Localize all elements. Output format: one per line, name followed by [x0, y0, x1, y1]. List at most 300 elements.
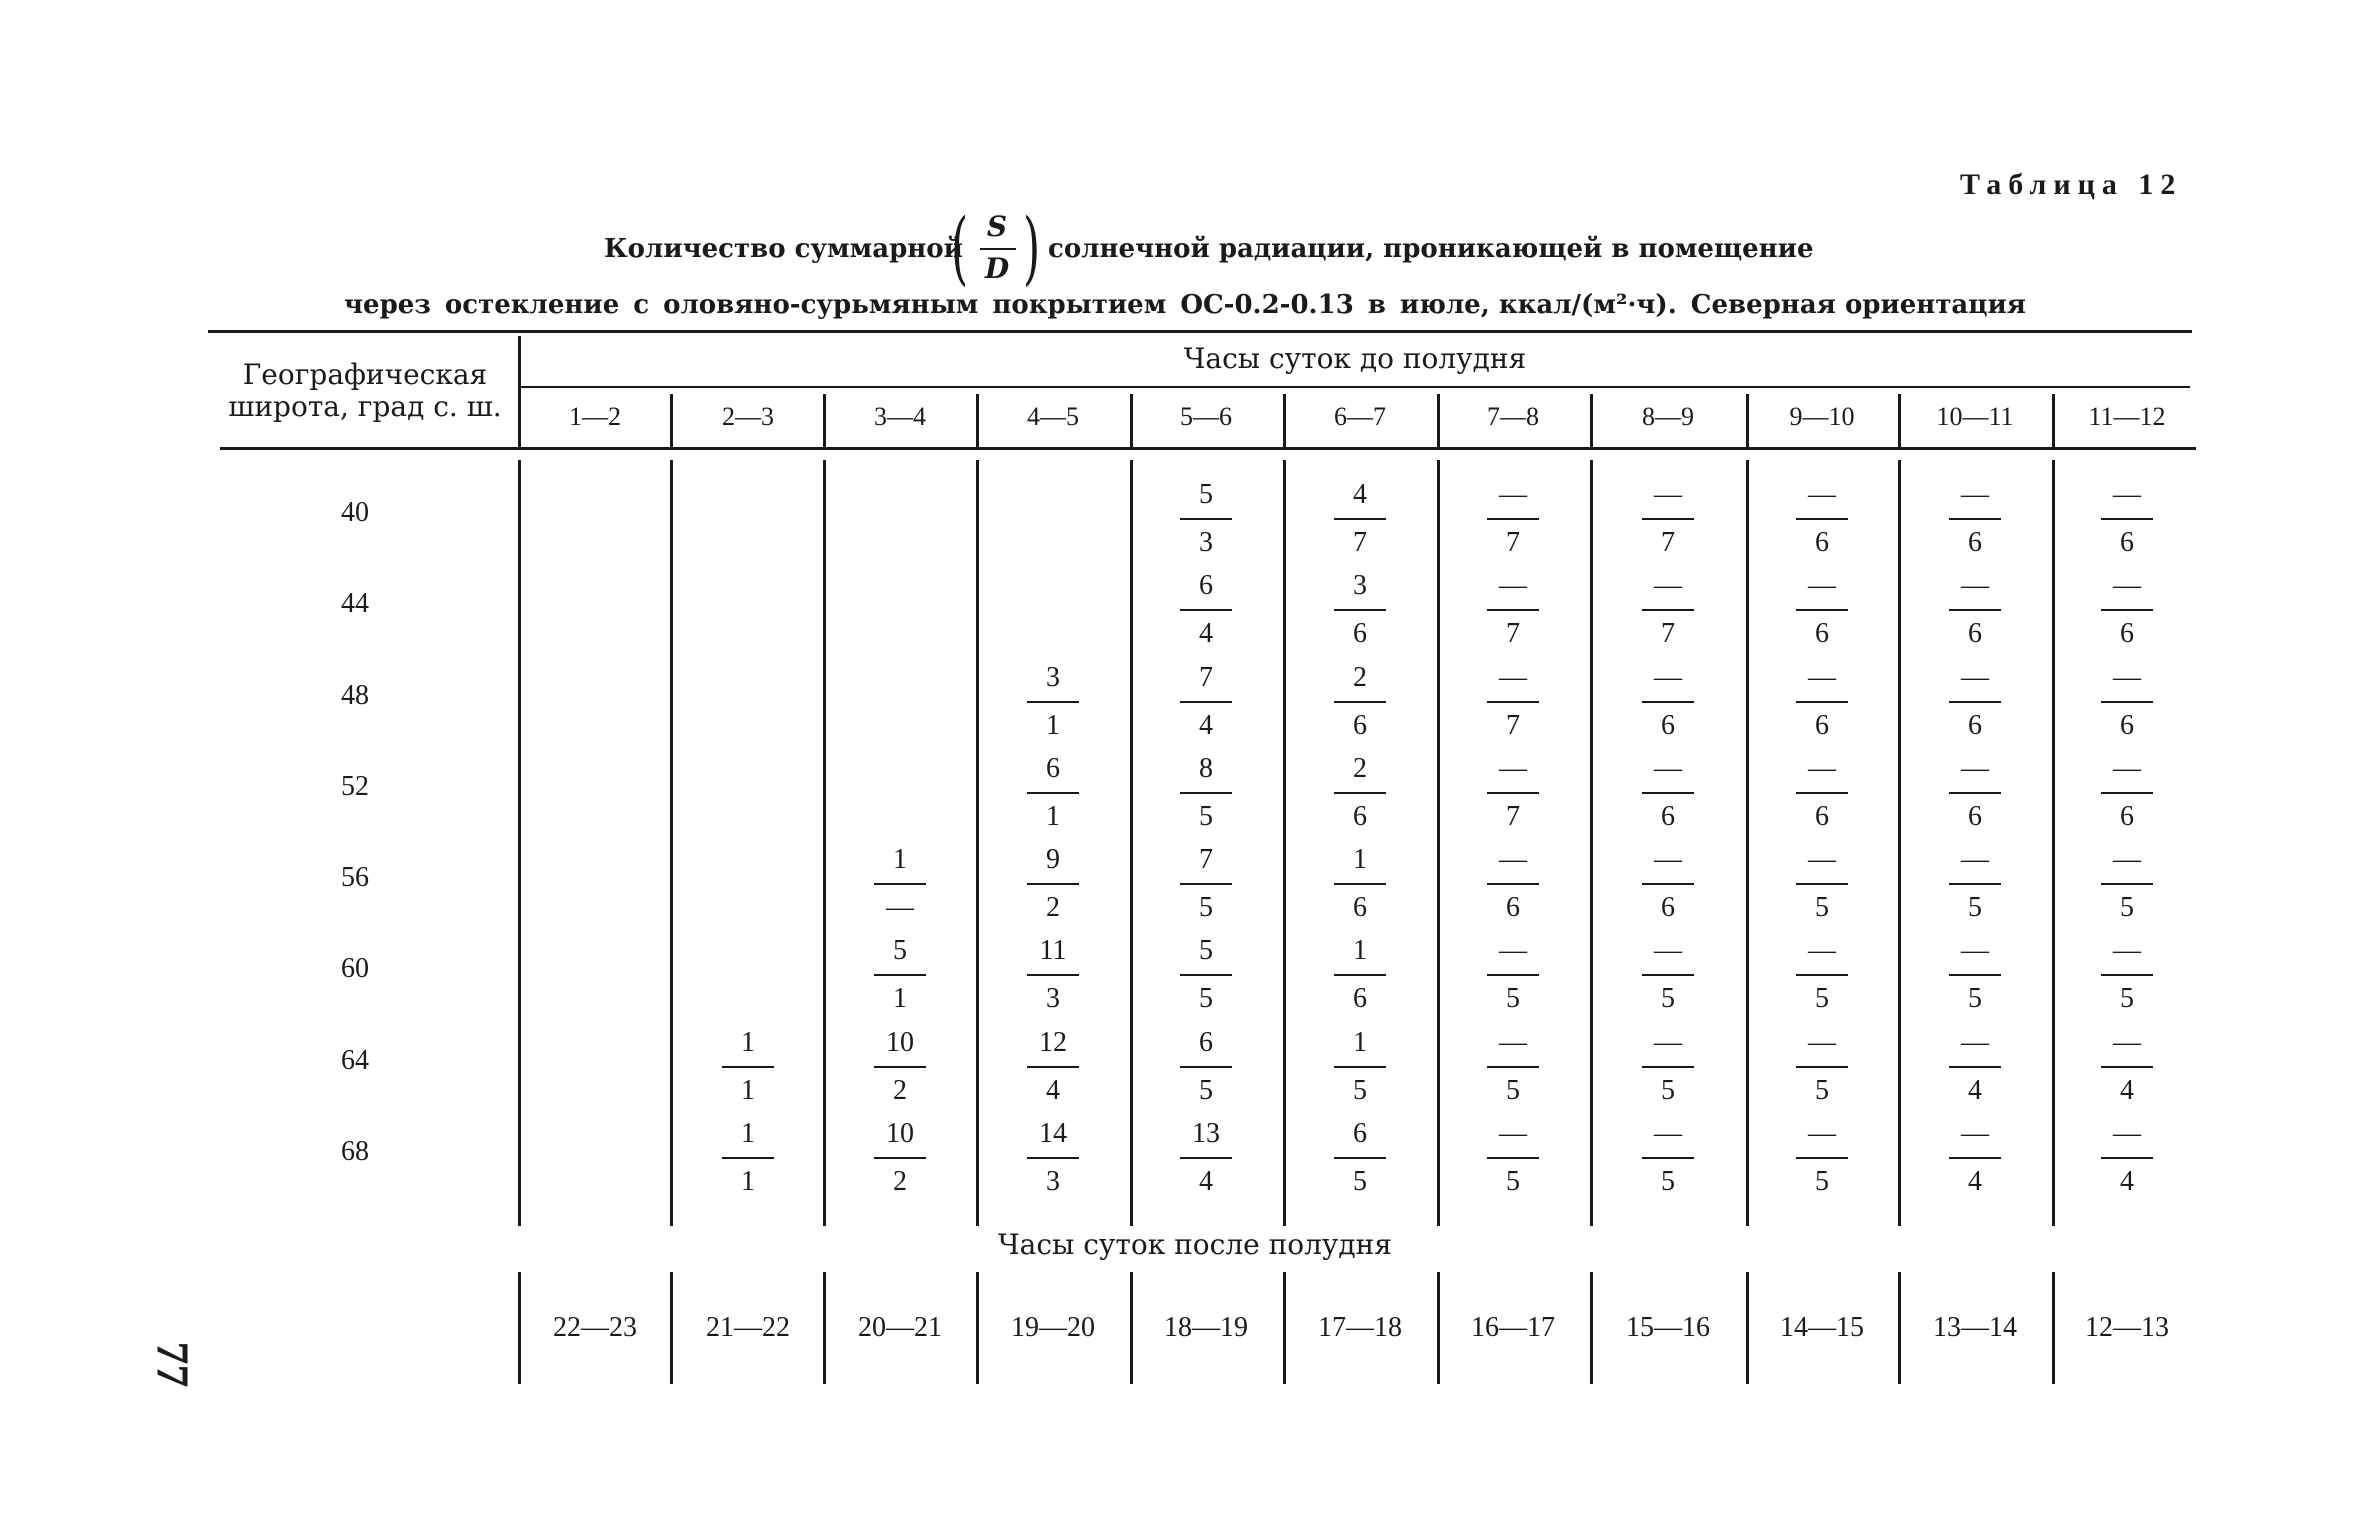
- fraction-bar: [1487, 974, 1539, 976]
- direct-radiation-value: —: [1961, 753, 1989, 784]
- fraction-bar: [1642, 883, 1694, 885]
- pm-hour-header: 12—13: [2085, 1312, 2169, 1343]
- sd-fraction-cell: [1325, 475, 1395, 563]
- direct-radiation-value: 6: [1046, 753, 1060, 784]
- diffuse-radiation-value: 7: [1661, 527, 1675, 558]
- direct-radiation-value: —: [1808, 479, 1836, 510]
- direct-radiation-value: —: [2113, 570, 2141, 601]
- direct-radiation-value: 1: [741, 1118, 755, 1149]
- pm-hour-header: 22—23: [553, 1312, 637, 1343]
- sd-fraction-cell: [1940, 931, 2010, 1019]
- direct-radiation-value: —: [1961, 479, 1989, 510]
- latitude-value: 64: [341, 1045, 369, 1076]
- direct-radiation-value: —: [1808, 662, 1836, 693]
- header-column-divider: [518, 336, 521, 448]
- diffuse-radiation-value: 4: [1968, 1075, 1982, 1106]
- sd-fraction-cell: [2092, 1114, 2162, 1202]
- fraction-bar: [1027, 792, 1079, 794]
- fraction-bar: [1027, 974, 1079, 976]
- direct-radiation-value: —: [2113, 662, 2141, 693]
- sd-fraction-cell: [1018, 1114, 1088, 1202]
- formula-numerator: S: [986, 210, 1008, 243]
- header-column-divider: [1130, 394, 1133, 448]
- diffuse-radiation-value: 5: [1199, 801, 1213, 832]
- sd-fraction-cell: [865, 840, 935, 928]
- title-line2-word: оловяно-сурьмяным: [663, 290, 979, 320]
- sd-fraction-cell: [1018, 931, 1088, 1019]
- diffuse-radiation-value: 7: [1506, 710, 1520, 741]
- diffuse-radiation-value: 1: [741, 1166, 755, 1197]
- table-label: Таблица 12: [1960, 168, 2183, 201]
- pm-column-divider: [2052, 1272, 2055, 1384]
- fraction-bar: [1796, 609, 1848, 611]
- fraction-bar: [1334, 792, 1386, 794]
- pm-hours-title: Часы суток после полудня: [998, 1228, 1392, 1261]
- am-hour-header: 9—10: [1789, 402, 1855, 431]
- fraction-bar: [1949, 1066, 2001, 1068]
- sd-fraction-cell: [1478, 931, 1548, 1019]
- pm-column-divider: [1283, 1272, 1286, 1384]
- diffuse-radiation-value: 5: [1353, 1075, 1367, 1106]
- table-top-rule: [208, 330, 2192, 333]
- direct-radiation-value: —: [1499, 570, 1527, 601]
- pm-hour-header: 13—14: [1933, 1312, 2017, 1343]
- direct-radiation-value: —: [2113, 844, 2141, 875]
- direct-radiation-value: —: [1961, 935, 1989, 966]
- title-line2-word: покрытием: [992, 290, 1167, 320]
- latitude-value: 48: [341, 680, 369, 711]
- fraction-bar: [722, 1066, 774, 1068]
- pm-column-divider: [518, 1272, 521, 1384]
- title-line2-word: ОС-0.2-0.13: [1180, 290, 1354, 320]
- direct-radiation-value: 10: [886, 1118, 914, 1149]
- direct-radiation-value: —: [1808, 753, 1836, 784]
- sd-fraction-cell: [1171, 566, 1241, 654]
- fraction-bar: [2101, 974, 2153, 976]
- sd-fraction-cell: [1940, 566, 2010, 654]
- fraction-bar: [1334, 974, 1386, 976]
- direct-radiation-value: —: [1499, 1118, 1527, 1149]
- am-hour-header: 5—6: [1180, 402, 1232, 431]
- fraction-bar: [1487, 1066, 1539, 1068]
- body-column-divider: [976, 460, 979, 1226]
- sd-fraction-cell: [1478, 1023, 1548, 1111]
- title-line2-word: в: [1367, 290, 1386, 320]
- header-column-divider: [1437, 394, 1440, 448]
- fraction-bar: [1180, 792, 1232, 794]
- sd-fraction-cell: [1018, 1023, 1088, 1111]
- sd-fraction-cell: [1633, 840, 1703, 928]
- direct-radiation-value: —: [1961, 1118, 1989, 1149]
- diffuse-radiation-value: 1: [741, 1075, 755, 1106]
- diffuse-radiation-value: 7: [1506, 618, 1520, 649]
- fraction-bar: [1180, 974, 1232, 976]
- sd-fraction-cell: [1940, 840, 2010, 928]
- diffuse-radiation-value: 6: [1661, 801, 1675, 832]
- pm-hour-header: 18—19: [1164, 1312, 1248, 1343]
- am-hour-header: 11—12: [2088, 402, 2166, 431]
- direct-radiation-value: —: [1654, 662, 1682, 693]
- fraction-bar: [1180, 518, 1232, 520]
- direct-radiation-value: —: [1808, 570, 1836, 601]
- am-hour-header: 1—2: [569, 402, 621, 431]
- fraction-bar: [1334, 609, 1386, 611]
- direct-radiation-value: 6: [1199, 570, 1213, 601]
- sd-fraction-cell: [1787, 1114, 1857, 1202]
- sd-fraction-cell: [1018, 840, 1088, 928]
- diffuse-radiation-value: 6: [2120, 710, 2134, 741]
- fraction-bar: [1027, 883, 1079, 885]
- sd-fraction-formula: [950, 201, 1044, 294]
- direct-radiation-value: 9: [1046, 844, 1060, 875]
- fraction-bar: [1180, 1157, 1232, 1159]
- direct-radiation-value: —: [1499, 662, 1527, 693]
- sd-fraction-cell: [1940, 475, 2010, 563]
- sd-fraction-cell: [865, 931, 935, 1019]
- header-column-divider: [823, 394, 826, 448]
- direct-radiation-value: —: [1499, 479, 1527, 510]
- pm-hour-header: 17—18: [1318, 1312, 1402, 1343]
- title-line2: [344, 290, 2026, 320]
- fraction-bar: [2101, 701, 2153, 703]
- direct-radiation-value: 4: [1353, 479, 1367, 510]
- sd-fraction-cell: [1478, 566, 1548, 654]
- diffuse-radiation-value: 5: [1968, 892, 1982, 923]
- direct-radiation-value: 6: [1353, 1118, 1367, 1149]
- fraction-bar: [1642, 701, 1694, 703]
- direct-radiation-value: 1: [741, 1027, 755, 1058]
- diffuse-radiation-value: 7: [1353, 527, 1367, 558]
- fraction-bar: [1949, 609, 2001, 611]
- direct-radiation-value: —: [1499, 1027, 1527, 1058]
- fraction-bar: [722, 1157, 774, 1159]
- direct-radiation-value: —: [1654, 570, 1682, 601]
- fraction-bar: [1487, 518, 1539, 520]
- sd-fraction-cell: [1171, 840, 1241, 928]
- diffuse-radiation-value: 5: [1815, 1166, 1829, 1197]
- direct-radiation-value: 1: [1353, 935, 1367, 966]
- direct-radiation-value: —: [1654, 935, 1682, 966]
- fraction-bar: [1027, 1157, 1079, 1159]
- diffuse-radiation-value: 4: [1199, 710, 1213, 741]
- direct-radiation-value: —: [1808, 844, 1836, 875]
- fraction-bar: [1334, 1066, 1386, 1068]
- latitude-value: 40: [341, 497, 369, 528]
- diffuse-radiation-value: 6: [2120, 527, 2134, 558]
- sd-fraction-cell: [713, 1114, 783, 1202]
- direct-radiation-value: 3: [1046, 662, 1060, 693]
- fraction-bar: [1796, 883, 1848, 885]
- pm-hour-header: 15—16: [1626, 1312, 1710, 1343]
- title-line2-word: остекление: [444, 290, 620, 320]
- header-column-divider: [2052, 394, 2055, 448]
- diffuse-radiation-value: 5: [1815, 983, 1829, 1014]
- sd-fraction-cell: [1940, 1023, 2010, 1111]
- sd-fraction-cell: [865, 1023, 935, 1111]
- latitude-header-line1: Географическая: [242, 358, 488, 391]
- direct-radiation-value: 11: [1039, 935, 1067, 966]
- sd-fraction-cell: [1633, 475, 1703, 563]
- header-column-divider: [670, 394, 673, 448]
- diffuse-radiation-value: 1: [1046, 801, 1060, 832]
- sd-fraction-cell: [1171, 1023, 1241, 1111]
- formula-bar: [980, 248, 1016, 250]
- title-part2: солнечной радиации, проникающей в помещение: [1048, 234, 1814, 264]
- fraction-bar: [1949, 974, 2001, 976]
- sd-fraction-cell: [713, 1023, 783, 1111]
- sd-fraction-cell: [2092, 658, 2162, 746]
- sd-fraction-cell: [1787, 840, 1857, 928]
- diffuse-radiation-value: 5: [1815, 892, 1829, 923]
- direct-radiation-value: 2: [1353, 753, 1367, 784]
- fraction-bar: [2101, 1066, 2153, 1068]
- latitude-value: 60: [341, 953, 369, 984]
- sd-fraction-cell: [1940, 1114, 2010, 1202]
- sd-fraction-cell: [1787, 475, 1857, 563]
- fraction-bar: [1180, 701, 1232, 703]
- fraction-bar: [1642, 1066, 1694, 1068]
- sd-fraction-cell: [1633, 1114, 1703, 1202]
- diffuse-radiation-value: 6: [2120, 801, 2134, 832]
- direct-radiation-value: —: [1961, 1027, 1989, 1058]
- sd-fraction-cell: [1478, 749, 1548, 837]
- pm-column-divider: [1590, 1272, 1593, 1384]
- sd-fraction-cell: [1787, 749, 1857, 837]
- header-column-divider: [1746, 394, 1749, 448]
- header-column-divider: [976, 394, 979, 448]
- direct-radiation-value: 5: [893, 935, 907, 966]
- title-line2-word: июле, ккал/(м²·ч).: [1399, 290, 1677, 320]
- fraction-bar: [1796, 1066, 1848, 1068]
- sd-fraction-cell: [1018, 749, 1088, 837]
- diffuse-radiation-value: 7: [1661, 618, 1675, 649]
- direct-radiation-value: 7: [1199, 844, 1213, 875]
- sd-fraction-cell: [1325, 749, 1395, 837]
- diffuse-radiation-value: 6: [1968, 527, 1982, 558]
- fraction-bar: [1949, 883, 2001, 885]
- direct-radiation-value: —: [1961, 844, 1989, 875]
- direct-radiation-value: 6: [1199, 1027, 1213, 1058]
- direct-radiation-value: —: [1654, 479, 1682, 510]
- sd-fraction-cell: [1325, 1023, 1395, 1111]
- fraction-bar: [1949, 792, 2001, 794]
- sd-fraction-cell: [1325, 1114, 1395, 1202]
- fraction-bar: [1949, 701, 2001, 703]
- body-column-divider: [823, 460, 826, 1226]
- header-column-divider: [1898, 394, 1901, 448]
- body-column-divider: [1746, 460, 1749, 1226]
- body-column-divider: [670, 460, 673, 1226]
- diffuse-radiation-value: 5: [1199, 1075, 1213, 1106]
- diffuse-radiation-value: 6: [1968, 801, 1982, 832]
- sd-fraction-cell: [1171, 749, 1241, 837]
- fraction-bar: [1487, 609, 1539, 611]
- direct-radiation-value: 2: [1353, 662, 1367, 693]
- body-column-divider: [1590, 460, 1593, 1226]
- sd-fraction-cell: [1940, 658, 2010, 746]
- fraction-bar: [2101, 1157, 2153, 1159]
- right-paren-symbol: ): [1023, 201, 1041, 294]
- diffuse-radiation-value: 1: [893, 983, 907, 1014]
- direct-radiation-value: 10: [886, 1027, 914, 1058]
- diffuse-radiation-value: 1: [1046, 710, 1060, 741]
- sd-fraction-cell: [1633, 658, 1703, 746]
- diffuse-radiation-value: 6: [1815, 618, 1829, 649]
- pm-column-divider: [670, 1272, 673, 1384]
- sd-fraction-cell: [1018, 658, 1088, 746]
- direct-radiation-value: —: [2113, 1118, 2141, 1149]
- diffuse-radiation-value: —: [886, 892, 914, 923]
- fraction-bar: [1949, 518, 2001, 520]
- title-line2-word: через: [344, 290, 431, 320]
- diffuse-radiation-value: 6: [1815, 801, 1829, 832]
- pm-column-divider: [1437, 1272, 1440, 1384]
- body-column-divider: [1437, 460, 1440, 1226]
- diffuse-radiation-value: 4: [1046, 1075, 1060, 1106]
- fraction-bar: [2101, 883, 2153, 885]
- sd-fraction-cell: [1633, 1023, 1703, 1111]
- direct-radiation-value: —: [1654, 1118, 1682, 1149]
- diffuse-radiation-value: 3: [1199, 527, 1213, 558]
- diffuse-radiation-value: 6: [1353, 710, 1367, 741]
- pm-hour-header: 21—22: [706, 1312, 790, 1343]
- sd-fraction-cell: [1171, 1114, 1241, 1202]
- sd-fraction-cell: [2092, 1023, 2162, 1111]
- direct-radiation-value: —: [2113, 753, 2141, 784]
- body-column-divider: [1130, 460, 1133, 1226]
- am-hour-header: 6—7: [1334, 402, 1386, 431]
- fraction-bar: [1949, 1157, 2001, 1159]
- header-column-divider: [1590, 394, 1593, 448]
- diffuse-radiation-value: 5: [1661, 983, 1675, 1014]
- sd-fraction-cell: [1171, 931, 1241, 1019]
- am-hour-header: 7—8: [1487, 402, 1539, 431]
- diffuse-radiation-value: 2: [893, 1166, 907, 1197]
- direct-radiation-value: —: [1499, 753, 1527, 784]
- direct-radiation-value: —: [1654, 844, 1682, 875]
- fraction-bar: [1180, 1066, 1232, 1068]
- fraction-bar: [874, 1066, 926, 1068]
- diffuse-radiation-value: 6: [2120, 618, 2134, 649]
- sd-fraction-cell: [1787, 931, 1857, 1019]
- sd-fraction-cell: [1787, 1023, 1857, 1111]
- direct-radiation-value: —: [1808, 1118, 1836, 1149]
- diffuse-radiation-value: 7: [1506, 801, 1520, 832]
- sd-fraction-cell: [1478, 1114, 1548, 1202]
- latitude-value: 68: [341, 1136, 369, 1167]
- diffuse-radiation-value: 3: [1046, 1166, 1060, 1197]
- direct-radiation-value: —: [1654, 1027, 1682, 1058]
- latitude-header-line2: широта, град с. ш.: [228, 390, 502, 423]
- fraction-bar: [1334, 883, 1386, 885]
- body-column-divider: [2052, 460, 2055, 1226]
- sd-fraction-cell: [1633, 749, 1703, 837]
- fraction-bar: [1334, 1157, 1386, 1159]
- body-column-divider: [1898, 460, 1901, 1226]
- fraction-bar: [1027, 1066, 1079, 1068]
- direct-radiation-value: —: [1808, 935, 1836, 966]
- fraction-bar: [1796, 792, 1848, 794]
- fraction-bar: [1027, 701, 1079, 703]
- pm-hour-header: 20—21: [858, 1312, 942, 1343]
- diffuse-radiation-value: 6: [1353, 983, 1367, 1014]
- diffuse-radiation-value: 6: [1661, 710, 1675, 741]
- diffuse-radiation-value: 6: [1353, 618, 1367, 649]
- diffuse-radiation-value: 4: [2120, 1075, 2134, 1106]
- diffuse-radiation-value: 5: [2120, 983, 2134, 1014]
- am-hour-header: 4—5: [1027, 402, 1079, 431]
- pm-column-divider: [823, 1272, 826, 1384]
- diffuse-radiation-value: 5: [1661, 1075, 1675, 1106]
- fraction-bar: [1487, 792, 1539, 794]
- diffuse-radiation-value: 4: [1968, 1166, 1982, 1197]
- direct-radiation-value: 1: [1353, 844, 1367, 875]
- am-hour-header: 3—4: [874, 402, 926, 431]
- diffuse-radiation-value: 6: [1353, 801, 1367, 832]
- header-column-divider: [1283, 394, 1286, 448]
- direct-radiation-value: 12: [1039, 1027, 1067, 1058]
- fraction-bar: [1334, 518, 1386, 520]
- diffuse-radiation-value: 5: [1353, 1166, 1367, 1197]
- fraction-bar: [1487, 1157, 1539, 1159]
- direct-radiation-value: 8: [1199, 753, 1213, 784]
- page-number: 77: [147, 1341, 199, 1388]
- pm-hour-header: 16—17: [1471, 1312, 1555, 1343]
- fraction-bar: [1642, 609, 1694, 611]
- direct-radiation-value: 1: [893, 844, 907, 875]
- title-part1: Количество суммарной: [604, 234, 963, 264]
- diffuse-radiation-value: 5: [1199, 892, 1213, 923]
- direct-radiation-value: —: [1499, 935, 1527, 966]
- sd-fraction-cell: [1787, 658, 1857, 746]
- fraction-bar: [1642, 974, 1694, 976]
- diffuse-radiation-value: 5: [1661, 1166, 1675, 1197]
- sd-fraction-cell: [1325, 931, 1395, 1019]
- fraction-bar: [1180, 609, 1232, 611]
- sd-fraction-cell: [1478, 475, 1548, 563]
- sd-fraction-cell: [1171, 475, 1241, 563]
- direct-radiation-value: —: [2113, 1027, 2141, 1058]
- direct-radiation-value: 5: [1199, 479, 1213, 510]
- diffuse-radiation-value: 5: [1815, 1075, 1829, 1106]
- sd-fraction-cell: [1633, 931, 1703, 1019]
- fraction-bar: [1334, 701, 1386, 703]
- fraction-bar: [1796, 1157, 1848, 1159]
- diffuse-radiation-value: 7: [1506, 527, 1520, 558]
- fraction-bar: [874, 1157, 926, 1159]
- diffuse-radiation-value: 6: [1661, 892, 1675, 923]
- diffuse-radiation-value: 6: [1506, 892, 1520, 923]
- diffuse-radiation-value: 6: [1815, 527, 1829, 558]
- direct-radiation-value: 5: [1199, 935, 1213, 966]
- fraction-bar: [2101, 609, 2153, 611]
- diffuse-radiation-value: 5: [1199, 983, 1213, 1014]
- left-paren-symbol: (: [951, 201, 969, 294]
- sd-fraction-cell: [1325, 840, 1395, 928]
- diffuse-radiation-value: 4: [1199, 618, 1213, 649]
- direct-radiation-value: 14: [1039, 1118, 1067, 1149]
- sd-fraction-cell: [1633, 566, 1703, 654]
- sd-fraction-cell: [1940, 749, 2010, 837]
- fraction-bar: [1642, 518, 1694, 520]
- sd-fraction-cell: [865, 1114, 935, 1202]
- fraction-bar: [2101, 792, 2153, 794]
- direct-radiation-value: 1: [1353, 1027, 1367, 1058]
- direct-radiation-value: 7: [1199, 662, 1213, 693]
- body-column-divider: [1283, 460, 1286, 1226]
- formula-denominator: D: [984, 252, 1010, 285]
- sd-fraction-cell: [2092, 566, 2162, 654]
